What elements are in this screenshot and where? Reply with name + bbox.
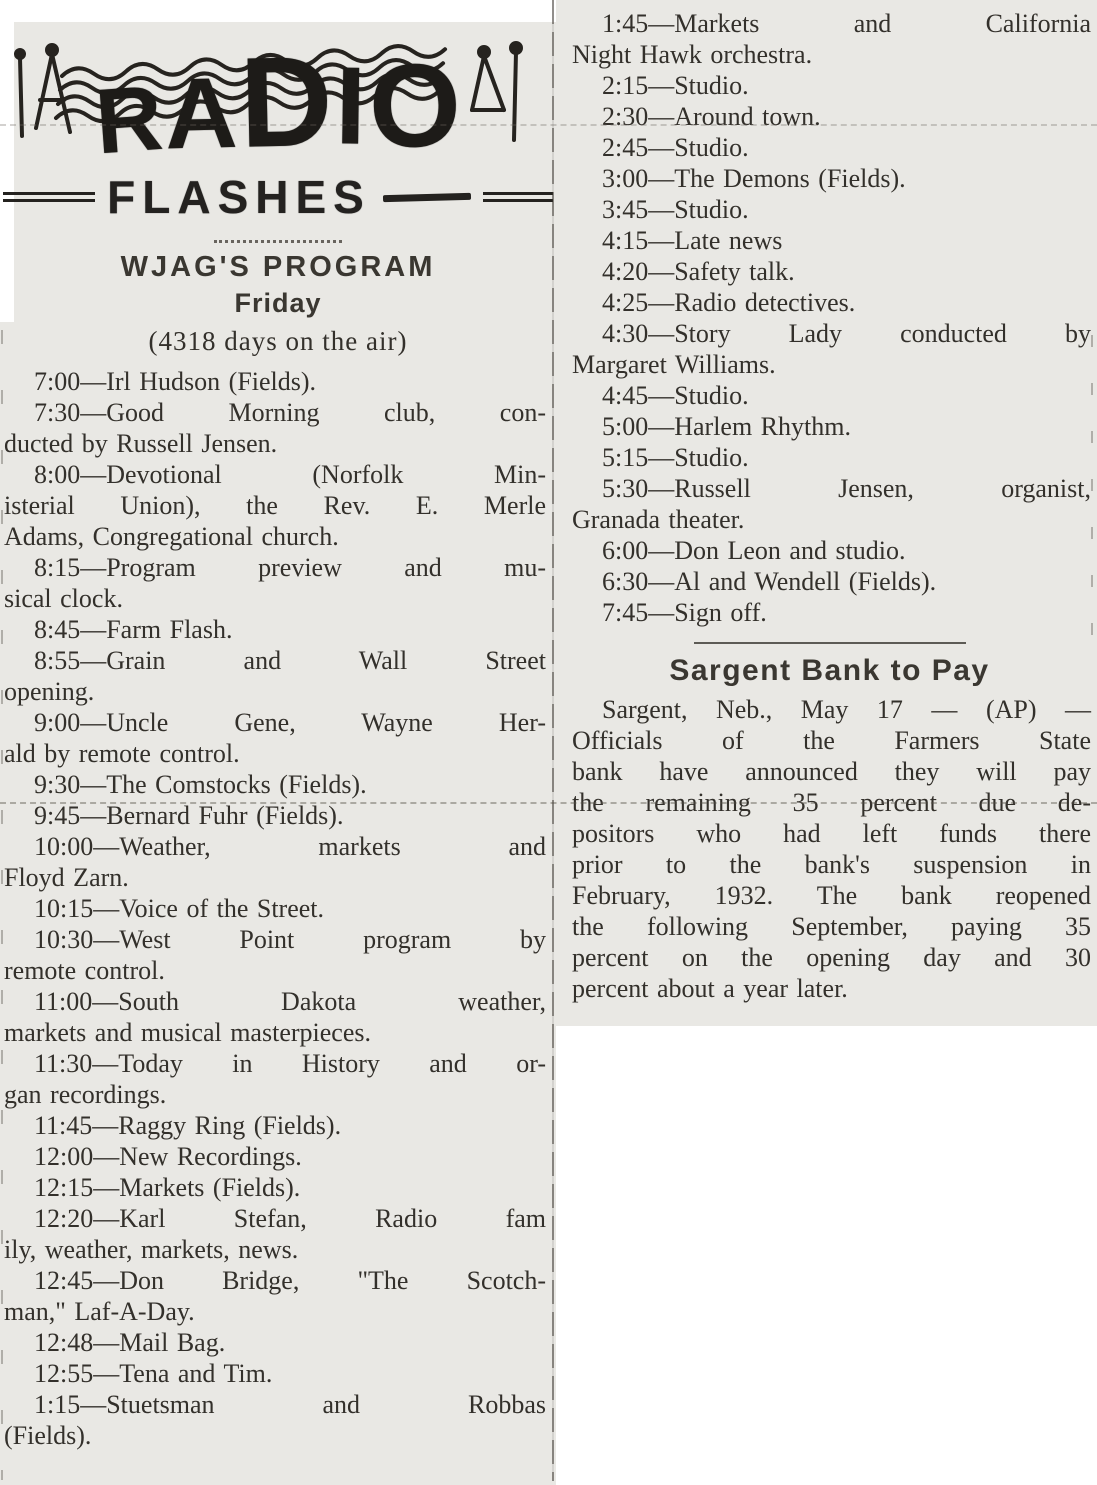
column-divider-rule xyxy=(552,0,554,1481)
schedule-entry xyxy=(572,442,1091,473)
schedule-entry xyxy=(4,769,546,800)
schedule-entry xyxy=(4,459,546,552)
entry-line: (Fields). xyxy=(4,1421,92,1450)
entry-line: 2:15—Studio. xyxy=(602,71,749,100)
entry-line: 8:00—Devotional (Norfolk Min- xyxy=(34,460,546,489)
schedule-entry xyxy=(572,287,1091,318)
entry-line: positors who had left funds there xyxy=(572,819,1091,848)
entry-line: Sargent, Neb., May 17 — (AP) — xyxy=(602,695,1091,724)
entry-line: 8:15—Program preview and mu- xyxy=(34,553,546,582)
entry-line: 2:30—Around town. xyxy=(602,102,821,131)
entry-line: 1:15—Stuetsman and Robbas xyxy=(34,1390,546,1419)
entry-line: 6:00—Don Leon and studio. xyxy=(602,536,906,565)
schedule-entry xyxy=(572,225,1091,256)
schedule-entry xyxy=(4,1048,546,1110)
entry-line: 12:20—Karl Stefan, Radio fam xyxy=(34,1204,546,1233)
masthead-subtitle-row xyxy=(0,171,556,223)
entry-line: 5:30—Russell Jensen, organist, xyxy=(602,474,1091,503)
schedule-entry xyxy=(4,1389,546,1451)
entry-line: markets and musical masterpieces. xyxy=(4,1018,371,1047)
entry-line: 4:45—Studio. xyxy=(602,381,749,410)
schedule-entry xyxy=(4,366,546,397)
masthead-letter: R xyxy=(92,66,166,173)
masthead-letter: I xyxy=(334,44,367,168)
entry-line: the remaining 35 percent due de- xyxy=(572,788,1091,817)
entry-line: 12:48—Mail Bag. xyxy=(34,1328,226,1357)
schedule-entry xyxy=(572,70,1091,101)
schedule-entry xyxy=(4,1203,546,1265)
entry-line: 11:45—Raggy Ring (Fields). xyxy=(34,1111,342,1140)
entry-line: 10:15—Voice of the Street. xyxy=(34,894,325,923)
entry-line: 11:00—South Dakota weather, xyxy=(34,987,546,1016)
schedule-entry xyxy=(572,380,1091,411)
entry-line: Officials of the Farmers State xyxy=(572,726,1091,755)
schedule-entry xyxy=(4,1358,546,1389)
schedule-entry xyxy=(4,831,546,893)
entry-line: 1:45—Markets and California xyxy=(602,9,1091,38)
scan-scratch-line-top xyxy=(0,124,1097,126)
masthead-subtitle: FLASHES xyxy=(107,171,371,223)
entry-line: 3:45—Studio. xyxy=(602,195,749,224)
schedule-entry xyxy=(572,411,1091,442)
entry-line: 12:45—Don Bridge, "The Scotch- xyxy=(34,1266,546,1295)
entry-line: 10:00—Weather, markets and xyxy=(34,832,546,861)
schedule-entry xyxy=(4,1265,546,1327)
schedule-entry xyxy=(4,1110,546,1141)
schedule-entry xyxy=(4,614,546,645)
entry-line: 10:30—West Point program by xyxy=(34,925,546,954)
section-divider-rule xyxy=(214,240,342,243)
entry-line: 4:25—Radio detectives. xyxy=(602,288,856,317)
schedule-entry xyxy=(4,645,546,707)
entry-line: 9:45—Bernard Fuhr (Fields). xyxy=(34,801,344,830)
schedule-right-column xyxy=(566,8,1093,628)
entry-line: 5:00—Harlem Rhythm. xyxy=(602,412,851,441)
entry-line: 8:55—Grain and Wall Street xyxy=(34,646,546,675)
entry-line: the following September, paying 35 xyxy=(572,912,1091,941)
schedule-entry xyxy=(572,535,1091,566)
scan-edge-marks-right xyxy=(1091,335,1093,655)
program-day: Friday xyxy=(234,288,322,318)
schedule-entry xyxy=(4,924,546,986)
entry-line: 7:45—Sign off. xyxy=(602,598,767,627)
entry-line: 9:30—The Comstocks (Fields). xyxy=(34,770,367,799)
schedule-entry xyxy=(572,101,1091,132)
decorative-dash-right xyxy=(383,192,471,201)
schedule-entry xyxy=(572,473,1091,535)
schedule-entry xyxy=(572,597,1091,628)
entry-line: sical clock. xyxy=(4,584,123,613)
entry-line: percent about a year later. xyxy=(572,974,848,1003)
schedule-entry xyxy=(4,1141,546,1172)
masthead-letter: D xyxy=(238,29,334,175)
right-column xyxy=(556,0,1097,1026)
schedule-entry xyxy=(4,800,546,831)
entry-line: Adams, Congregational church. xyxy=(4,522,339,551)
schedule-entry xyxy=(572,194,1091,225)
entry-line: bank have announced they will pay xyxy=(572,757,1091,786)
entry-line: 7:30—Good Morning club, con- xyxy=(34,398,546,427)
article-paragraph xyxy=(572,694,1091,1004)
schedule-entry xyxy=(4,707,546,769)
entry-line: 8:45—Farm Flash. xyxy=(34,615,233,644)
radio-flashes-masthead xyxy=(0,22,556,230)
entry-line: ducted by Russell Jensen. xyxy=(4,429,278,458)
entry-line: opening. xyxy=(4,677,95,706)
schedule-entry xyxy=(4,1172,546,1203)
entry-line: man," Laf-A-Day. xyxy=(4,1297,195,1326)
entry-line: 5:15—Studio. xyxy=(602,443,749,472)
entry-line: gan recordings. xyxy=(4,1080,167,1109)
program-tagline: (4318 days on the air) xyxy=(148,326,408,356)
entry-line: 6:30—Al and Wendell (Fields). xyxy=(602,567,937,596)
entry-line: 2:45—Studio. xyxy=(602,133,749,162)
program-heading: WJAG'S PROGRAM xyxy=(120,251,436,283)
schedule-entry xyxy=(572,566,1091,597)
entry-line: 11:30—Today in History and or- xyxy=(34,1049,546,1078)
schedule-entry xyxy=(4,893,546,924)
entry-line: Night Hawk orchestra. xyxy=(572,40,813,69)
entry-line: percent on the opening day and 30 xyxy=(572,943,1091,972)
schedule-entry xyxy=(572,163,1091,194)
schedule-entry xyxy=(572,8,1091,70)
entry-line: February, 1932. The bank reopened xyxy=(572,881,1091,910)
entry-line: isterial Union), the Rev. E. Merle xyxy=(4,491,546,520)
masthead-letter: O xyxy=(367,39,463,174)
article-headline: Sargent Bank to Pay xyxy=(669,654,990,687)
entry-line: 4:20—Safety talk. xyxy=(602,257,795,286)
entry-line: prior to the bank's suspension in xyxy=(572,850,1091,879)
entry-line: 12:55—Tena and Tim. xyxy=(34,1359,273,1388)
schedule-entry xyxy=(4,552,546,614)
left-column xyxy=(0,22,556,1485)
schedule-entry xyxy=(572,318,1091,380)
schedule-entry xyxy=(572,256,1091,287)
article-body xyxy=(566,694,1093,1004)
schedule-entry xyxy=(4,1327,546,1358)
sargent-bank-article xyxy=(566,642,1093,1004)
decorative-double-rule-right xyxy=(483,192,553,202)
scan-edge-marks-left xyxy=(1,330,3,1480)
entry-line: ily, weather, markets, news. xyxy=(4,1235,299,1264)
entry-line: 12:15—Markets (Fields). xyxy=(34,1173,301,1202)
masthead-letter: A xyxy=(163,56,239,171)
entry-line: 9:00—Uncle Gene, Wayne Her- xyxy=(34,708,546,737)
decorative-double-rule-left xyxy=(3,192,95,202)
scan-scratch-line-middle xyxy=(0,802,1097,804)
headline-rule xyxy=(694,642,966,644)
entry-line: Margaret Williams. xyxy=(572,350,776,379)
entry-line: remote control. xyxy=(4,956,165,985)
schedule-entry xyxy=(4,397,546,459)
entry-line: Granada theater. xyxy=(572,505,745,534)
schedule-entry xyxy=(4,986,546,1048)
entry-line: 4:15—Late news xyxy=(602,226,783,255)
entry-line: 12:00—New Recordings. xyxy=(34,1142,302,1171)
entry-line: 7:00—Irl Hudson (Fields). xyxy=(34,367,317,396)
schedule-left-column xyxy=(0,366,556,1451)
entry-line: ald by remote control. xyxy=(4,739,240,768)
entry-line: 3:00—The Demons (Fields). xyxy=(602,164,906,193)
entry-line: Floyd Zarn. xyxy=(4,863,129,892)
schedule-entry xyxy=(572,132,1091,163)
masthead-title xyxy=(92,29,463,175)
entry-line: 4:30—Story Lady conducted by xyxy=(602,319,1091,348)
